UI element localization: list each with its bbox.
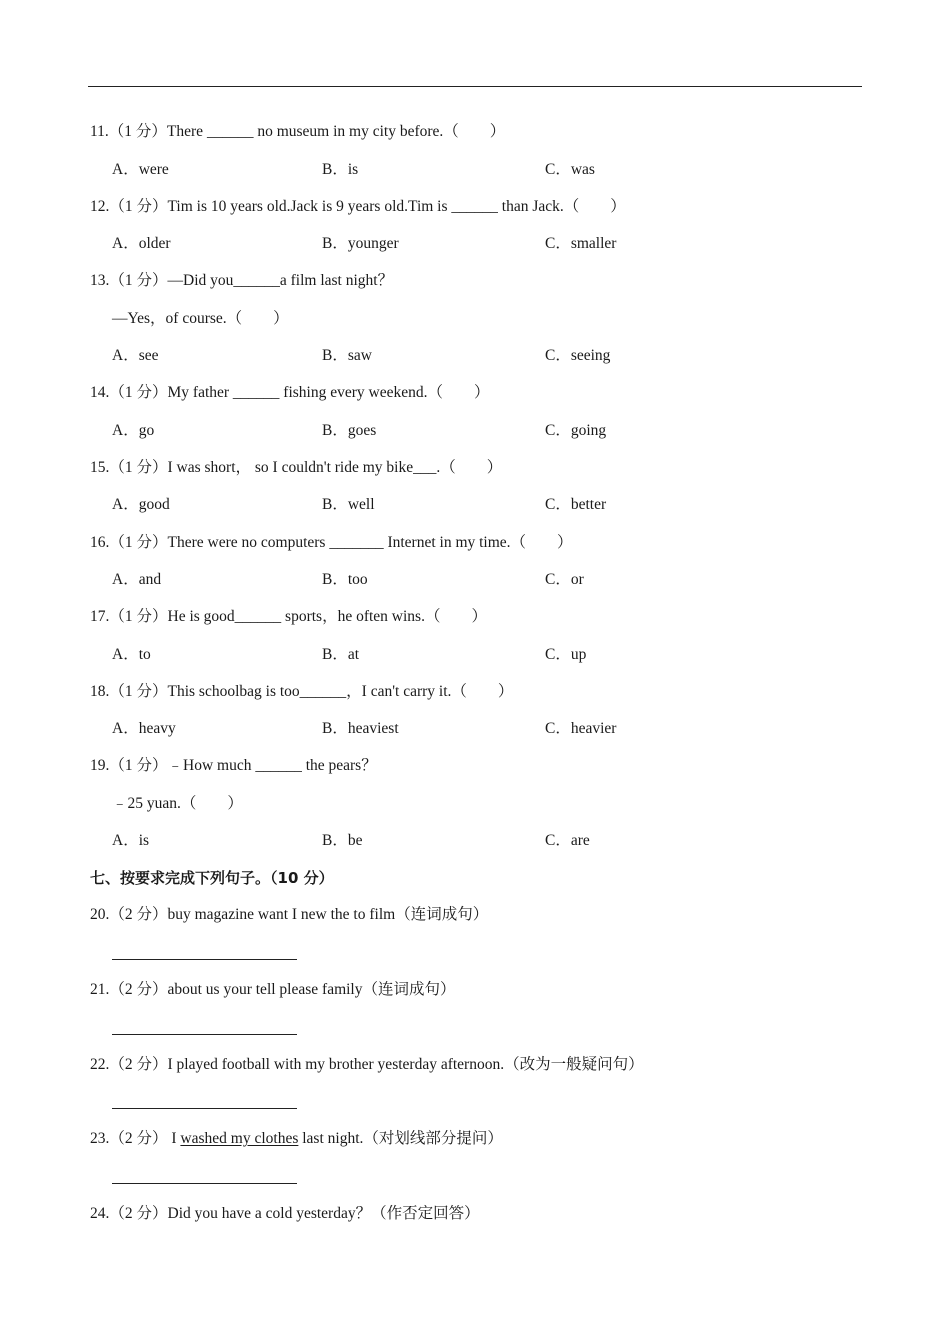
question-18-option-c[interactable]: C．heavier: [545, 720, 617, 737]
question-19-reply: ﹣25 yuan.（ ）: [112, 795, 243, 812]
question-14-stem: 14.（1 分）My father ______ fishing every weekend.（ ）: [90, 384, 490, 401]
question-23-stem: [90, 1129, 503, 1149]
question-18-stem: 18.（1 分）This schoolbag is too______，I can't carry it.（ ）: [90, 683, 514, 700]
question-19-option-b[interactable]: B．be: [322, 832, 363, 849]
question-20-answer-line[interactable]: [112, 959, 297, 960]
question-14-option-c[interactable]: C．going: [545, 422, 607, 439]
section-7-title: 七、按要求完成下列句子。（10 分）: [90, 869, 334, 887]
question-23-answer-line[interactable]: [112, 1183, 297, 1184]
question-19-stem: 19.（1 分）﹣How much ______ the pears？: [90, 757, 377, 774]
question-16-option-b[interactable]: B．too: [322, 571, 368, 588]
question-23-underlined-phrase: washed my clothes: [180, 1130, 299, 1147]
question-16-option-c[interactable]: C．or: [545, 571, 584, 588]
question-12-stem: 12.（1 分）Tim is 10 years old.Jack is 9 years old.Tim is ______ than Jack.（ ）: [90, 198, 626, 215]
question-11-option-c[interactable]: C．was: [545, 161, 595, 178]
question-19-option-c[interactable]: C．are: [545, 832, 590, 849]
question-15-stem: 15.（1 分）I was short， so I couldn't ride my bike___.（ ）: [90, 459, 503, 476]
question-13-reply: —Yes，of course.（ ）: [112, 310, 289, 327]
question-15-option-c[interactable]: C．better: [545, 496, 607, 513]
question-17-stem: 17.（1 分）He is good______ sports，he often wins.（ ）: [90, 608, 487, 625]
question-14-option-a[interactable]: A．go: [112, 422, 155, 439]
question-23-prefix: 23.（2 分） I: [90, 1130, 181, 1147]
question-24-stem: 24.（2 分）Did you have a cold yesterday？（作否定回答）: [90, 1205, 480, 1222]
question-13-stem: 13.（1 分）—Did you______a film last night？: [90, 272, 394, 289]
question-22-answer-line[interactable]: [112, 1108, 297, 1109]
question-15-option-b[interactable]: B．well: [322, 496, 375, 513]
question-16-stem: 16.（1 分）There were no computers _______ Internet in my time.（ ）: [90, 534, 573, 551]
question-11-option-b[interactable]: B．is: [322, 161, 359, 178]
question-13-option-a[interactable]: A．see: [112, 347, 159, 364]
question-17-option-a[interactable]: A．to: [112, 646, 151, 663]
question-12-option-b[interactable]: B．younger: [322, 235, 399, 252]
question-23-suffix: last night.（对划线部分提问）: [298, 1130, 503, 1147]
question-12-option-c[interactable]: C．smaller: [545, 235, 617, 252]
question-12-option-a[interactable]: A．older: [112, 235, 171, 252]
question-21-stem: 21.（2 分）about us your tell please family（连词成句）: [90, 981, 456, 998]
question-13-option-b[interactable]: B．saw: [322, 347, 372, 364]
header-rule: [88, 86, 862, 87]
question-17-option-c[interactable]: C．up: [545, 646, 587, 663]
question-17-option-b[interactable]: B．at: [322, 646, 360, 663]
question-11-option-a[interactable]: A．were: [112, 161, 169, 178]
question-11-stem: 11.（1 分）There ______ no museum in my city before.（ ）: [90, 123, 506, 140]
question-21-answer-line[interactable]: [112, 1034, 297, 1035]
question-14-option-b[interactable]: B．goes: [322, 422, 377, 439]
question-18-option-a[interactable]: A．heavy: [112, 720, 176, 737]
question-18-option-b[interactable]: B．heaviest: [322, 720, 399, 737]
question-19-option-a[interactable]: A．is: [112, 832, 150, 849]
question-16-option-a[interactable]: A．and: [112, 571, 162, 588]
question-22-stem: 22.（2 分）I played football with my brother yesterday afternoon.（改为一般疑问句）: [90, 1056, 644, 1073]
question-20-stem: 20.（2 分）buy magazine want I new the to film（连词成句）: [90, 906, 489, 923]
question-15-option-a[interactable]: A．good: [112, 496, 170, 513]
question-13-option-c[interactable]: C．seeing: [545, 347, 611, 364]
